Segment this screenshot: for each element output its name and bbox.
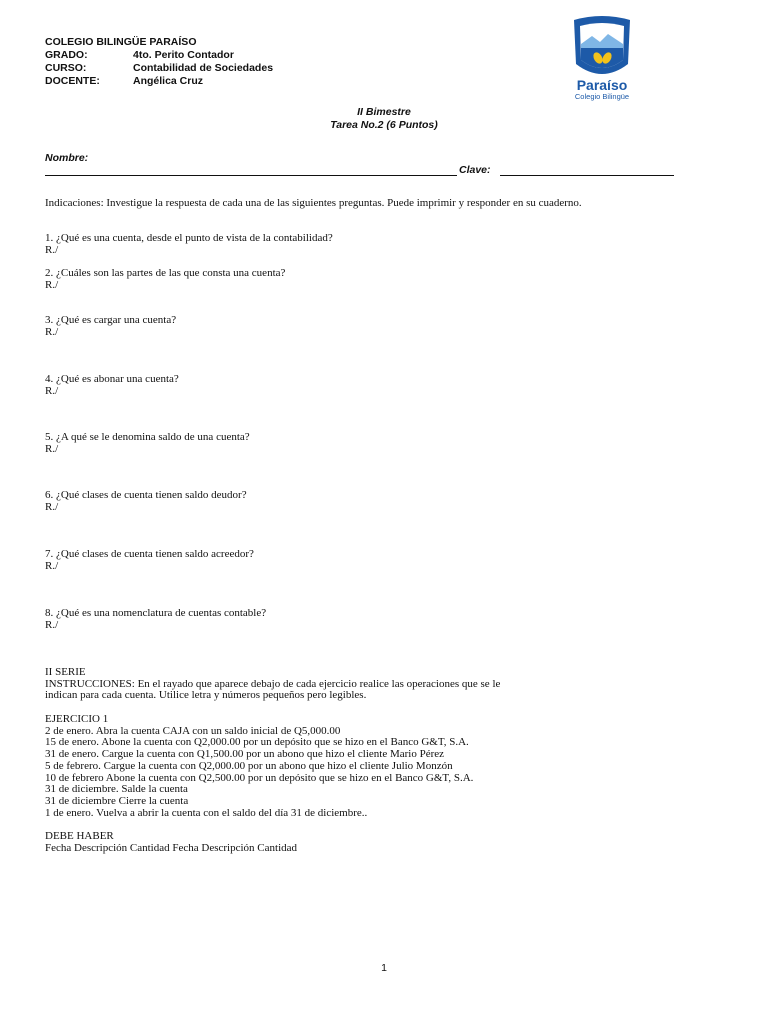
tarea-title: Tarea No.2 (6 Puntos) [330,119,438,131]
ejercicio-line: 10 de febrero Abone la cuenta con Q2,500.00 por un depósito que se hizo en el Banco G&T, S.A. [45,771,474,784]
question-2 [45,268,285,291]
question-text: 8. ¿Qué es una nomenclatura de cuentas contable? [45,607,267,619]
nombre-clave-line [45,164,675,178]
question-text: 7. ¿Qué clases de cuenta tienen saldo acreedor? [45,548,254,560]
ejercicio-line: 31 de diciembre. Salde la cuenta [45,783,188,796]
ejercicio-line: 15 de enero. Abone la cuenta con Q2,000.00 por un depósito que se hizo en el Banco G&T, S.A. [45,736,469,749]
clave-field-line [500,175,674,176]
ejercicio-title: EJERCICIO 1 [45,713,109,725]
indicaciones-text: Indicaciones: Investigue la respuesta de cada una de las siguientes preguntas. Puede imprimir y responder en su cuaderno. [45,197,582,209]
ejercicio-line: 2 de enero. Abra la cuenta CAJA con un saldo inicial de Q5,000.00 [45,724,341,737]
answer-prefix: R./ [45,442,59,455]
debe-haber-section [45,831,297,854]
bimestre-title: II Bimestre [357,106,411,118]
question-text: 3. ¿Qué es cargar una cuenta? [45,314,177,326]
debe-haber-heading: DEBE HABER [45,830,114,842]
question-text: 5. ¿A qué se le denomina saldo de una cuenta? [45,431,250,443]
school-header [45,36,273,88]
question-text: 2. ¿Cuáles son las partes de las que consta una cuenta? [45,267,286,279]
question-text: 4. ¿Qué es abonar una cuenta? [45,373,179,385]
question-3 [45,315,176,338]
ejercicio-line: 31 de enero. Cargue la cuenta con Q1,500.00 por un abono que hizo el cliente Mario Pérez [45,748,445,761]
ejercicio-line: 31 de diciembre Cierre la cuenta [45,794,189,807]
answer-prefix: R./ [45,325,59,338]
question-text: 1. ¿Qué es una cuenta, desde el punto de vista de la contabilidad? [45,232,333,244]
grado-value: 4to. Perito Contador [133,49,234,61]
logo-name: Paraíso [576,77,628,93]
answer-prefix: R./ [45,278,59,291]
question-8 [45,608,266,631]
page-number: 1 [381,962,387,974]
ejercicio-line: 1 de enero. Vuelva a abrir la cuenta con el saldo del día 31 de diciembre.. [45,806,368,819]
school-name: COLEGIO BILINGÜE PARAÍSO [45,36,197,48]
clave-label: Clave: [459,164,491,176]
serie-instructions-2: indican para cada cuenta. Utilice letra y números pequeños pero legibles. [45,689,367,702]
answer-prefix: R./ [45,559,59,572]
question-1 [45,233,333,256]
serie-title: II SERIE [45,666,86,678]
answer-prefix: R./ [45,500,59,513]
question-7 [45,549,254,572]
header-row-docente [45,75,273,88]
header-row-grado [45,49,273,62]
answer-prefix: R./ [45,384,59,397]
serie-section [45,667,500,702]
answer-prefix: R./ [45,243,59,256]
nombre-field-line [45,175,457,176]
grado-label: GRADO: [45,49,88,61]
logo-text [562,78,642,101]
curso-label: CURSO: [45,62,87,74]
answer-prefix: R./ [45,618,59,631]
logo-subtitle: Colegio Bilingüe [574,92,630,101]
question-4 [45,374,179,397]
nombre-label: Nombre: [45,152,89,164]
question-5 [45,432,250,455]
debe-haber-columns: Fecha Descripción Cantidad Fecha Descripción Cantidad [45,841,298,854]
docente-value: Angélica Cruz [133,75,204,87]
curso-value: Contabilidad de Sociedades [133,62,274,74]
question-6 [45,490,247,513]
ejercicio-line: 5 de febrero. Cargue la cuenta con Q2,000.00 por un abono que hizo el cliente Julio Monzón [45,759,453,772]
docente-label: DOCENTE: [45,75,100,87]
ejercicio-section [45,714,473,819]
header-row-curso [45,62,273,75]
question-text: 6. ¿Qué clases de cuenta tienen saldo deudor? [45,489,247,501]
serie-instructions-1: INSTRUCCIONES: En el rayado que aparece debajo de cada ejercicio realice las operaciones que se le [45,677,501,690]
